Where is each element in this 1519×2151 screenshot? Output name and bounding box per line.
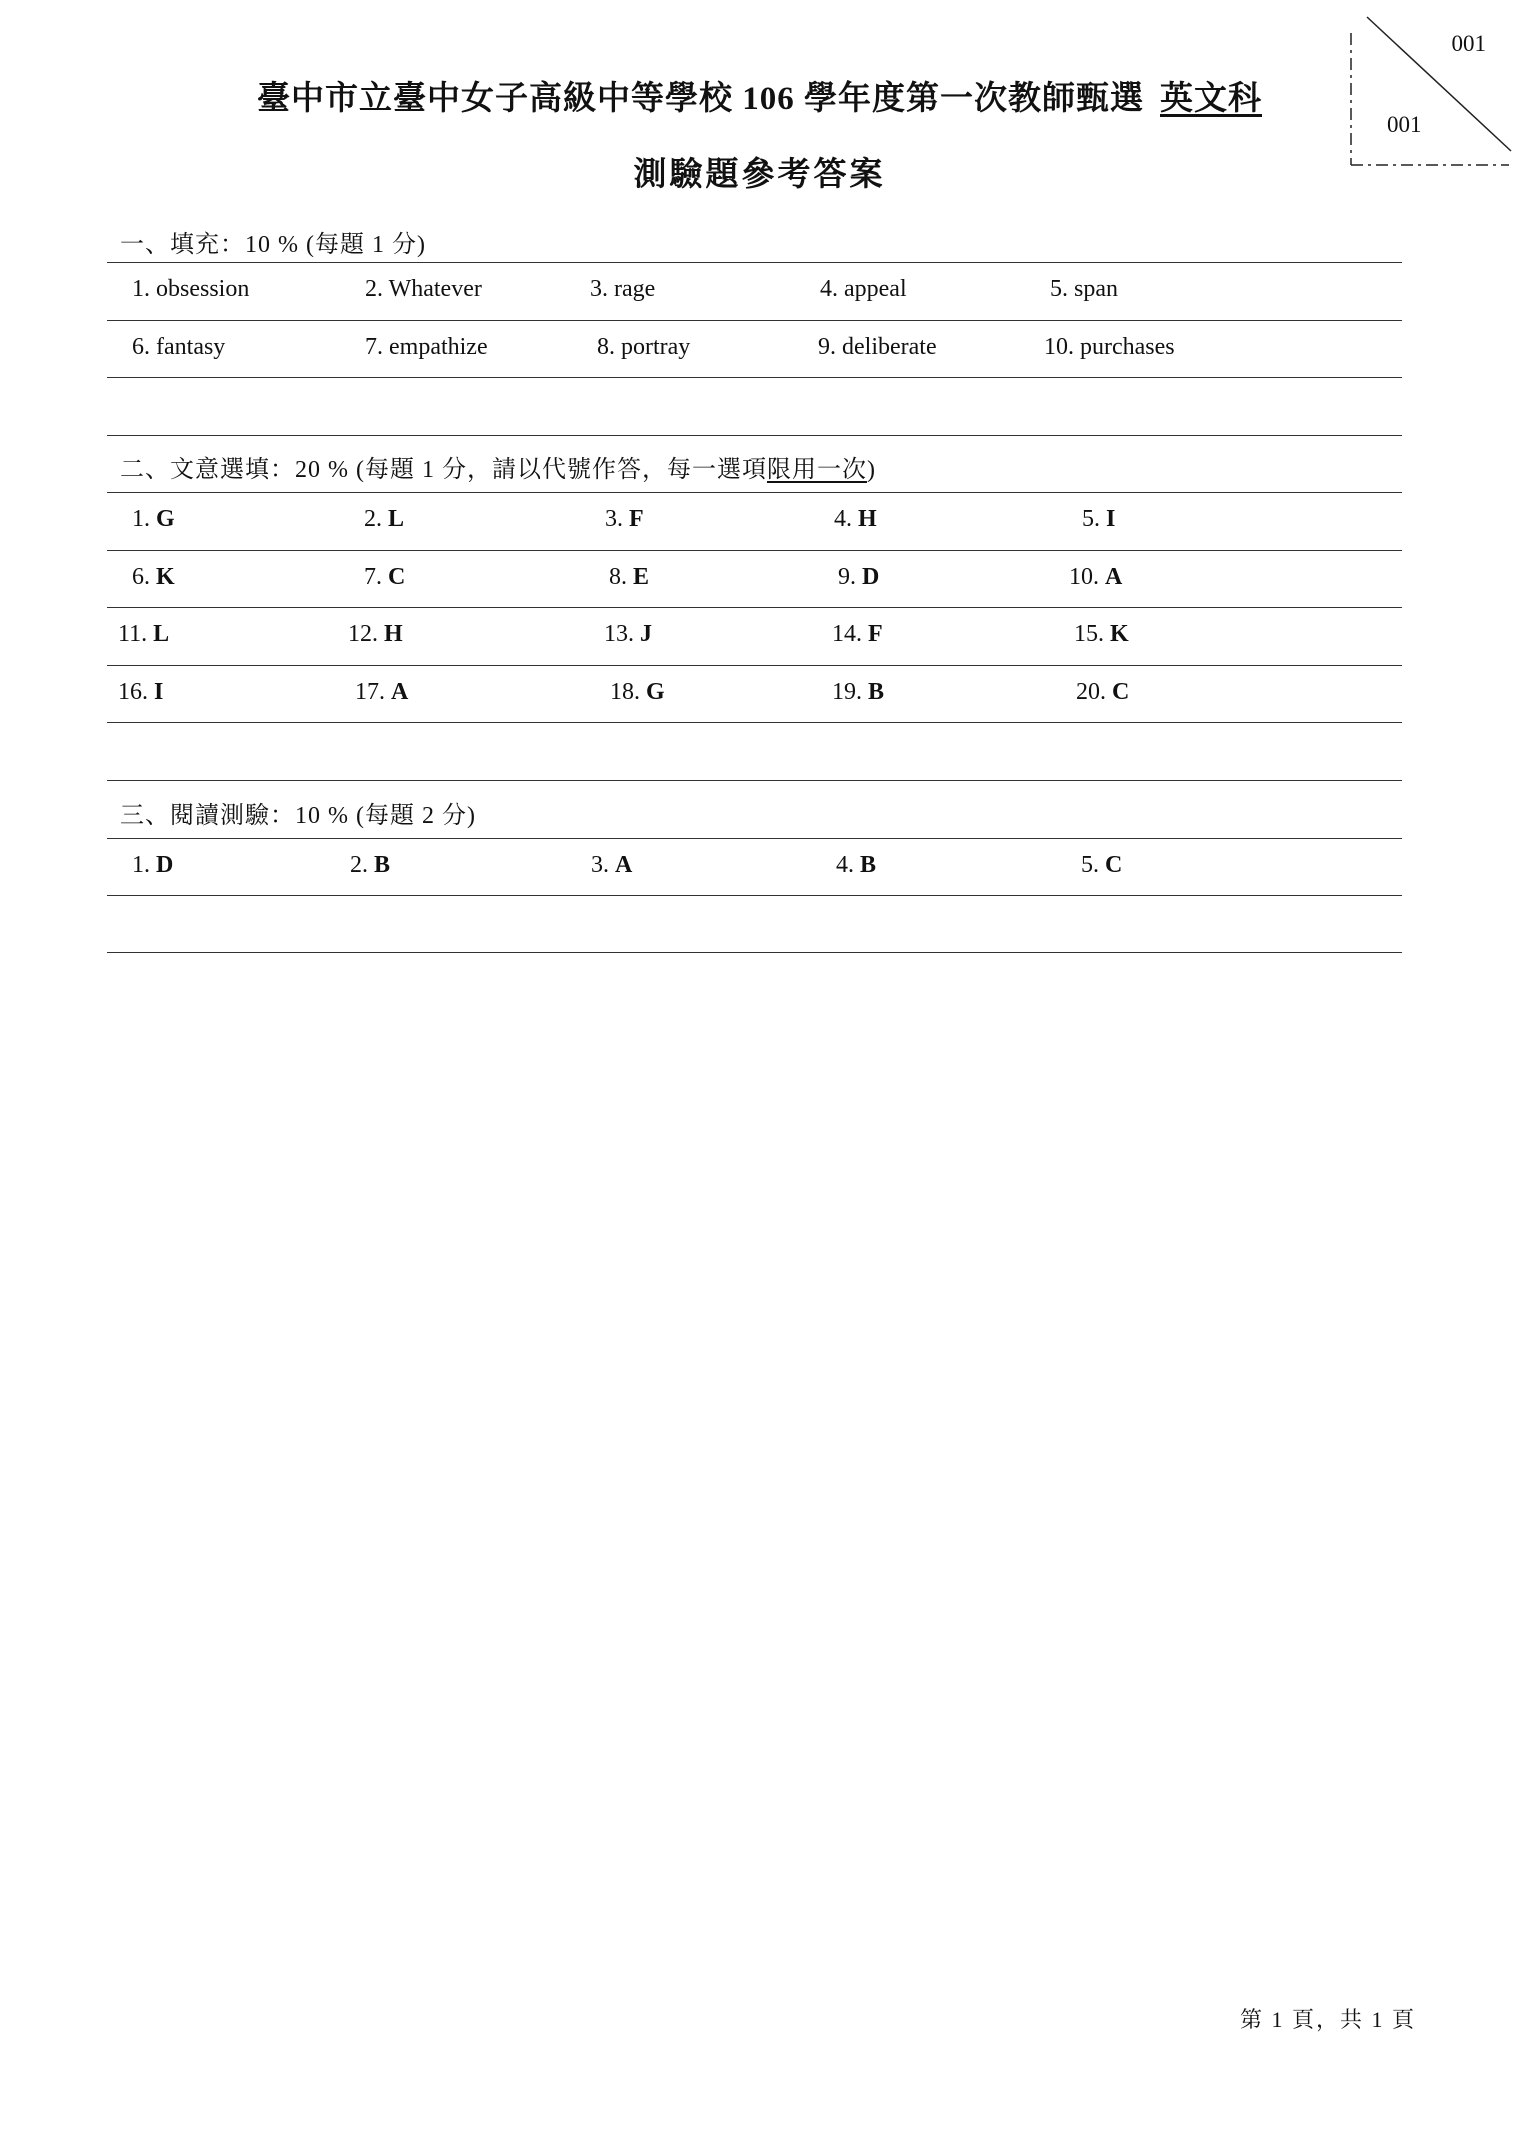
answer-value: span <box>1074 276 1118 302</box>
answer-value: B <box>374 852 391 878</box>
question-number: 3. <box>605 506 623 532</box>
section-heading-suffix: ) <box>866 457 876 483</box>
page-number: 第 1 頁，共 1 頁 <box>1240 2007 1417 2032</box>
answer-item <box>132 564 175 591</box>
answer-item <box>818 334 937 361</box>
section-heading-underlined: 限用一次 <box>766 457 867 483</box>
question-number: 10. <box>1044 334 1074 360</box>
question-number: 7. <box>364 564 382 590</box>
answer-value: J <box>640 621 652 647</box>
page-title <box>0 72 1519 119</box>
answer-value: A <box>391 679 409 705</box>
answer-item <box>364 564 405 591</box>
answer-value: C <box>1105 852 1123 878</box>
answer-value: I <box>1106 506 1116 532</box>
answer-row <box>107 262 1402 320</box>
answer-value: D <box>862 564 880 590</box>
answer-value: H <box>858 506 877 532</box>
answer-value: K <box>156 564 175 590</box>
question-number: 11. <box>118 621 148 647</box>
section-heading-text: 一、填充：10 % (每題 1 分) <box>120 232 426 258</box>
answer-item <box>610 679 665 706</box>
answer-value: G <box>646 679 665 705</box>
answer-item <box>836 852 876 879</box>
divider <box>107 377 1402 378</box>
answer-value: empathize <box>389 334 488 360</box>
question-number: 9. <box>838 564 856 590</box>
answer-item <box>604 621 652 648</box>
question-number: 16. <box>118 679 148 705</box>
answer-value: Whatever <box>388 276 482 302</box>
answer-item <box>834 506 877 533</box>
answer-row <box>107 550 1402 608</box>
answer-row <box>107 838 1402 896</box>
question-number: 4. <box>836 852 854 878</box>
divider <box>107 952 1402 953</box>
question-number: 5. <box>1081 852 1099 878</box>
question-number: 14. <box>832 621 862 647</box>
answer-value: D <box>156 852 174 878</box>
answer-value: I <box>154 679 164 705</box>
answer-value: K <box>1110 621 1129 647</box>
answer-row <box>107 665 1402 723</box>
question-number: 2. <box>350 852 368 878</box>
answer-item <box>350 852 390 879</box>
answer-item <box>832 621 883 648</box>
title-subject: 英文科 <box>1160 81 1262 117</box>
answer-value: L <box>153 621 170 647</box>
section-heading-reading <box>120 795 476 830</box>
answer-value: deliberate <box>842 334 937 360</box>
answer-value: purchases <box>1080 334 1175 360</box>
answer-item <box>348 621 403 648</box>
answer-item <box>1044 334 1175 361</box>
answer-value: rage <box>614 276 656 302</box>
divider <box>107 780 1402 781</box>
question-number: 3. <box>590 276 608 302</box>
answer-item <box>132 852 173 879</box>
answer-item <box>1082 506 1115 533</box>
question-number: 7. <box>365 334 383 360</box>
answer-value: C <box>388 564 406 590</box>
answer-item <box>118 679 163 706</box>
answer-value: obsession <box>156 276 250 302</box>
answer-item <box>1074 621 1129 648</box>
answer-item <box>838 564 879 591</box>
question-number: 6. <box>132 334 150 360</box>
question-number: 18. <box>610 679 640 705</box>
answer-value: C <box>1112 679 1130 705</box>
answer-row <box>107 320 1402 378</box>
question-number: 2. <box>364 506 382 532</box>
answer-value: portray <box>621 334 691 360</box>
answer-item <box>609 564 649 591</box>
divider <box>107 722 1402 723</box>
answer-item <box>1050 276 1118 303</box>
answer-row <box>107 492 1402 550</box>
answer-value: B <box>860 852 877 878</box>
answer-item <box>132 334 225 361</box>
section-heading-text: 二、文意選填：20 % (每題 1 分，請以代號作答，每一選項 <box>120 457 767 483</box>
stamp-code-bottom: 001 <box>1387 112 1422 137</box>
answer-item <box>365 276 482 303</box>
question-number: 13. <box>604 621 634 647</box>
answer-item <box>118 621 169 648</box>
answer-value: appeal <box>844 276 907 302</box>
section-heading-cloze <box>120 449 876 484</box>
answer-item <box>820 276 907 303</box>
answer-item <box>597 334 690 361</box>
question-number: 1. <box>132 506 150 532</box>
question-number: 2. <box>365 276 383 302</box>
answer-value: H <box>384 621 403 647</box>
answer-item <box>132 276 249 303</box>
answer-item <box>364 506 404 533</box>
question-number: 8. <box>609 564 627 590</box>
answer-value: E <box>633 564 650 590</box>
answer-value: F <box>868 621 883 647</box>
question-number: 1. <box>132 852 150 878</box>
question-number: 9. <box>818 334 836 360</box>
question-number: 3. <box>591 852 609 878</box>
answer-value: fantasy <box>156 334 226 360</box>
question-number: 15. <box>1074 621 1104 647</box>
answer-row <box>107 607 1402 665</box>
question-number: 12. <box>348 621 378 647</box>
question-number: 8. <box>597 334 615 360</box>
question-number: 4. <box>820 276 838 302</box>
answer-item <box>365 334 488 361</box>
answer-value: B <box>868 679 885 705</box>
answer-item <box>132 506 175 533</box>
question-number: 5. <box>1050 276 1068 302</box>
answer-item <box>1069 564 1122 591</box>
page-subtitle: 測驗題參考答案 <box>633 157 886 193</box>
answer-value: A <box>615 852 633 878</box>
answer-value: G <box>156 506 175 532</box>
divider <box>107 895 1402 896</box>
title-main: 臺中市立臺中女子高級中等學校 106 學年度第一次教師甄選 <box>257 81 1144 117</box>
answer-item <box>1081 852 1122 879</box>
question-number: 20. <box>1076 679 1106 705</box>
answer-item <box>590 276 655 303</box>
divider <box>107 435 1402 436</box>
answer-value: F <box>629 506 644 532</box>
question-number: 10. <box>1069 564 1099 590</box>
question-number: 1. <box>132 276 150 302</box>
answer-item <box>832 679 884 706</box>
question-number: 17. <box>355 679 385 705</box>
answer-item <box>605 506 644 533</box>
question-number: 5. <box>1082 506 1100 532</box>
section-heading-text: 三、閱讀測驗：10 % (每題 2 分) <box>120 803 476 829</box>
answer-item <box>1076 679 1129 706</box>
answer-item <box>355 679 408 706</box>
question-number: 19. <box>832 679 862 705</box>
answer-value: A <box>1105 564 1123 590</box>
question-number: 4. <box>834 506 852 532</box>
question-number: 6. <box>132 564 150 590</box>
answer-value: L <box>388 506 405 532</box>
section-heading-fill-in <box>120 224 426 259</box>
answer-item <box>591 852 632 879</box>
stamp-code-top: 001 <box>1451 31 1486 56</box>
